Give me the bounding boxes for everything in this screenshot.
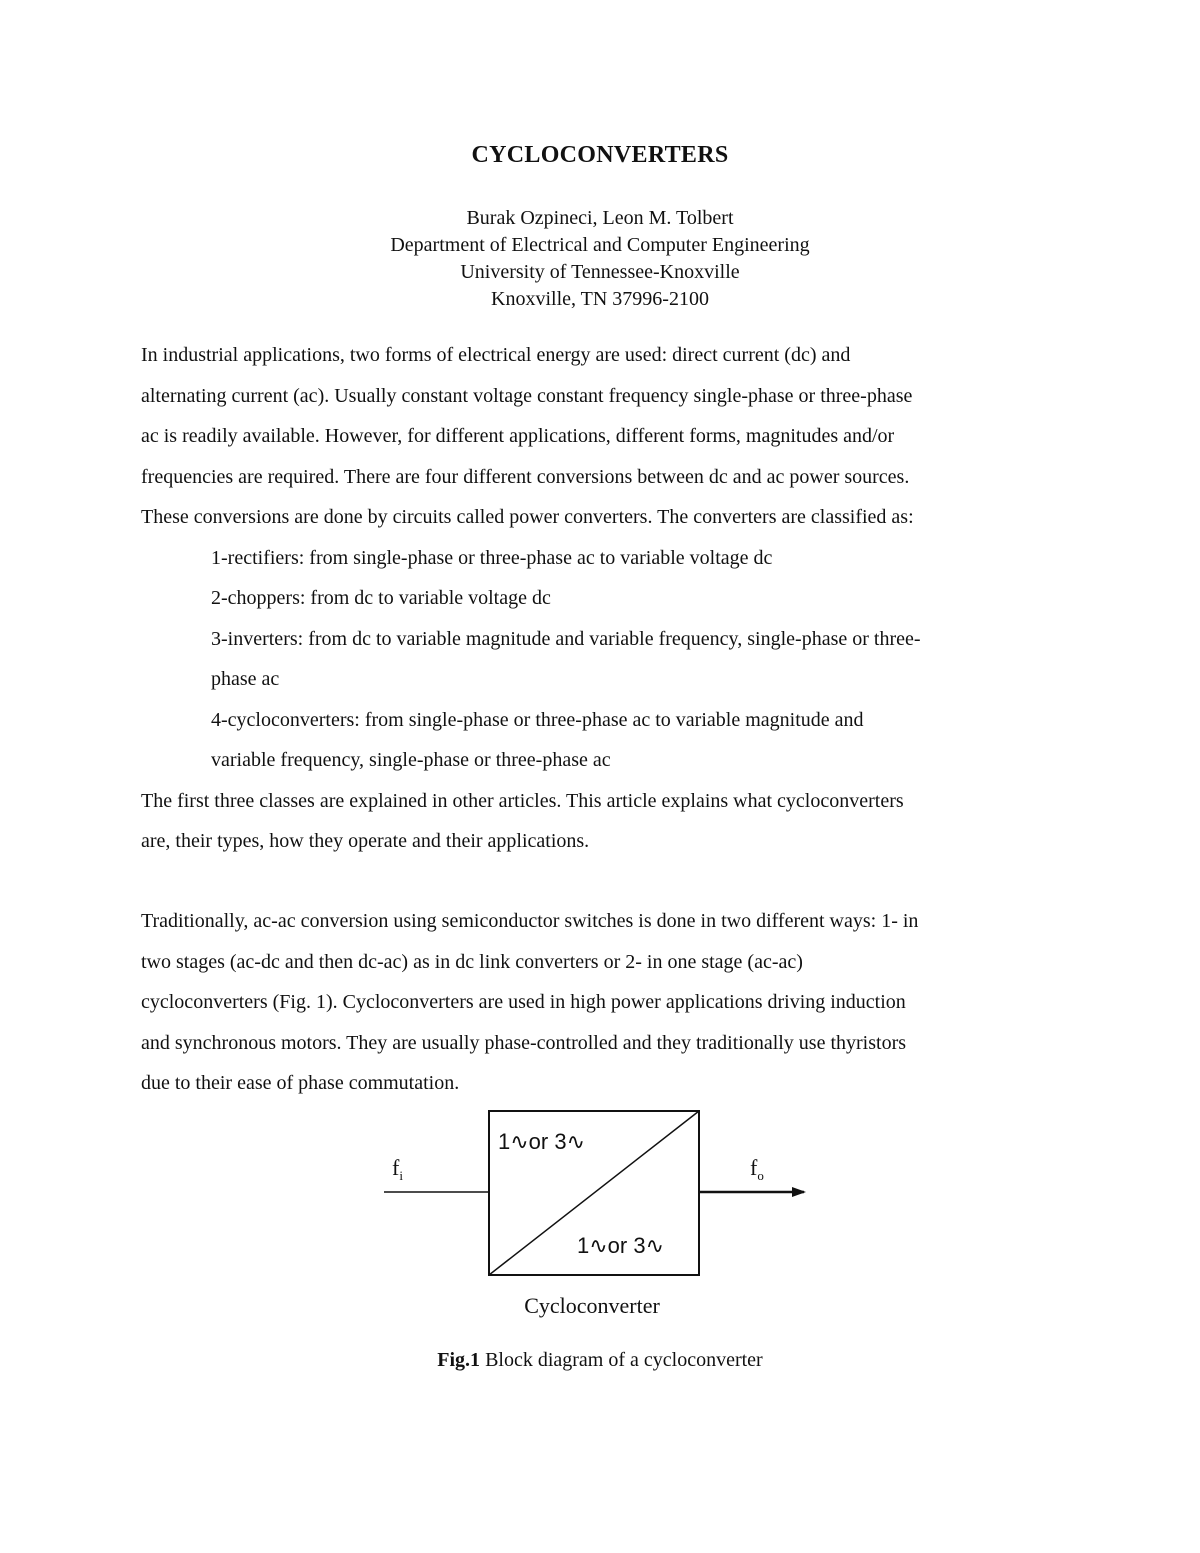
caption-text: Block diagram of a cycloconverter: [480, 1349, 763, 1371]
closing-line: The first three classes are explained in other articles. This article explains what cycloconverters: [141, 789, 904, 812]
converter-class-list: [141, 538, 1059, 781]
list-item: 2-choppers: from dc to variable voltage dc: [211, 587, 551, 609]
paragraph-line: Traditionally, ac-ac conversion using semiconductor switches is done in two different ways: 1- in: [141, 910, 919, 932]
list-item: 4-cycloconverters: from single-phase or three-phase ac to variable magnitude and: [211, 708, 864, 731]
intro-line: In industrial applications, two forms of electrical energy are used: direct current (dc) and: [141, 344, 851, 366]
paragraph-line: cycloconverters (Fig. 1). Cycloconverters are used in high power applications driving induction: [141, 991, 906, 1013]
paragraph-line: and synchronous motors. They are usually phase-controlled and they traditionally use thyristors: [141, 1031, 907, 1054]
intro-line: These conversions are done by circuits called power converters. The converters are classified as:: [141, 506, 914, 528]
paper-title: CYCLOCONVERTERS: [471, 142, 729, 168]
paragraph-line: two stages (ac-dc and then dc-ac) as in dc link converters or 2- in one stage (ac-ac): [141, 950, 803, 973]
closing-line: are, their types, how they operate and their applications.: [141, 830, 590, 852]
block-diagram-figure: [380, 1105, 820, 1325]
author-department: Department of Electrical and Computer Engineering: [390, 234, 810, 256]
block-label: Cycloconverter: [524, 1293, 660, 1318]
paragraph-line: due to their ease of phase commutation.: [141, 1072, 460, 1094]
figure-caption: [0, 1349, 1200, 1372]
list-item: phase ac: [211, 668, 280, 690]
caption-prefix: Fig.1: [437, 1349, 481, 1371]
author-block: [0, 205, 1200, 313]
list-item: 1-rectifiers: from single-phase or three-phase ac to variable voltage dc: [211, 546, 773, 569]
author-university: University of Tennessee-Knoxville: [460, 261, 740, 283]
intro-paragraph: [141, 335, 1059, 862]
author-names: Burak Ozpineci, Leon M. Tolbert: [466, 207, 734, 229]
author-address: Knoxville, TN 37996-2100: [491, 288, 709, 310]
list-item: variable frequency, single-phase or three-phase ac: [211, 749, 611, 771]
intro-line: ac is readily available. However, for different applications, different forms, magnitudes and/or: [141, 425, 895, 447]
output-frequency-label: $f_o$: [750, 1155, 764, 1183]
output-phase-label: 1∿or 3∿: [577, 1233, 665, 1258]
intro-line: alternating current (ac). Usually constant voltage constant frequency single-phase or three-phase: [141, 384, 913, 407]
input-phase-label: 1∿or 3∿: [498, 1129, 586, 1154]
block-diagram: [380, 1105, 820, 1325]
input-frequency-label: $f_i$: [392, 1155, 403, 1183]
conversion-paragraph: [141, 901, 1059, 1104]
intro-line: frequencies are required. There are four different conversions between dc and ac power sources.: [141, 465, 910, 488]
list-item: 3-inverters: from dc to variable magnitude and variable frequency, single-phase or three-: [211, 627, 921, 650]
